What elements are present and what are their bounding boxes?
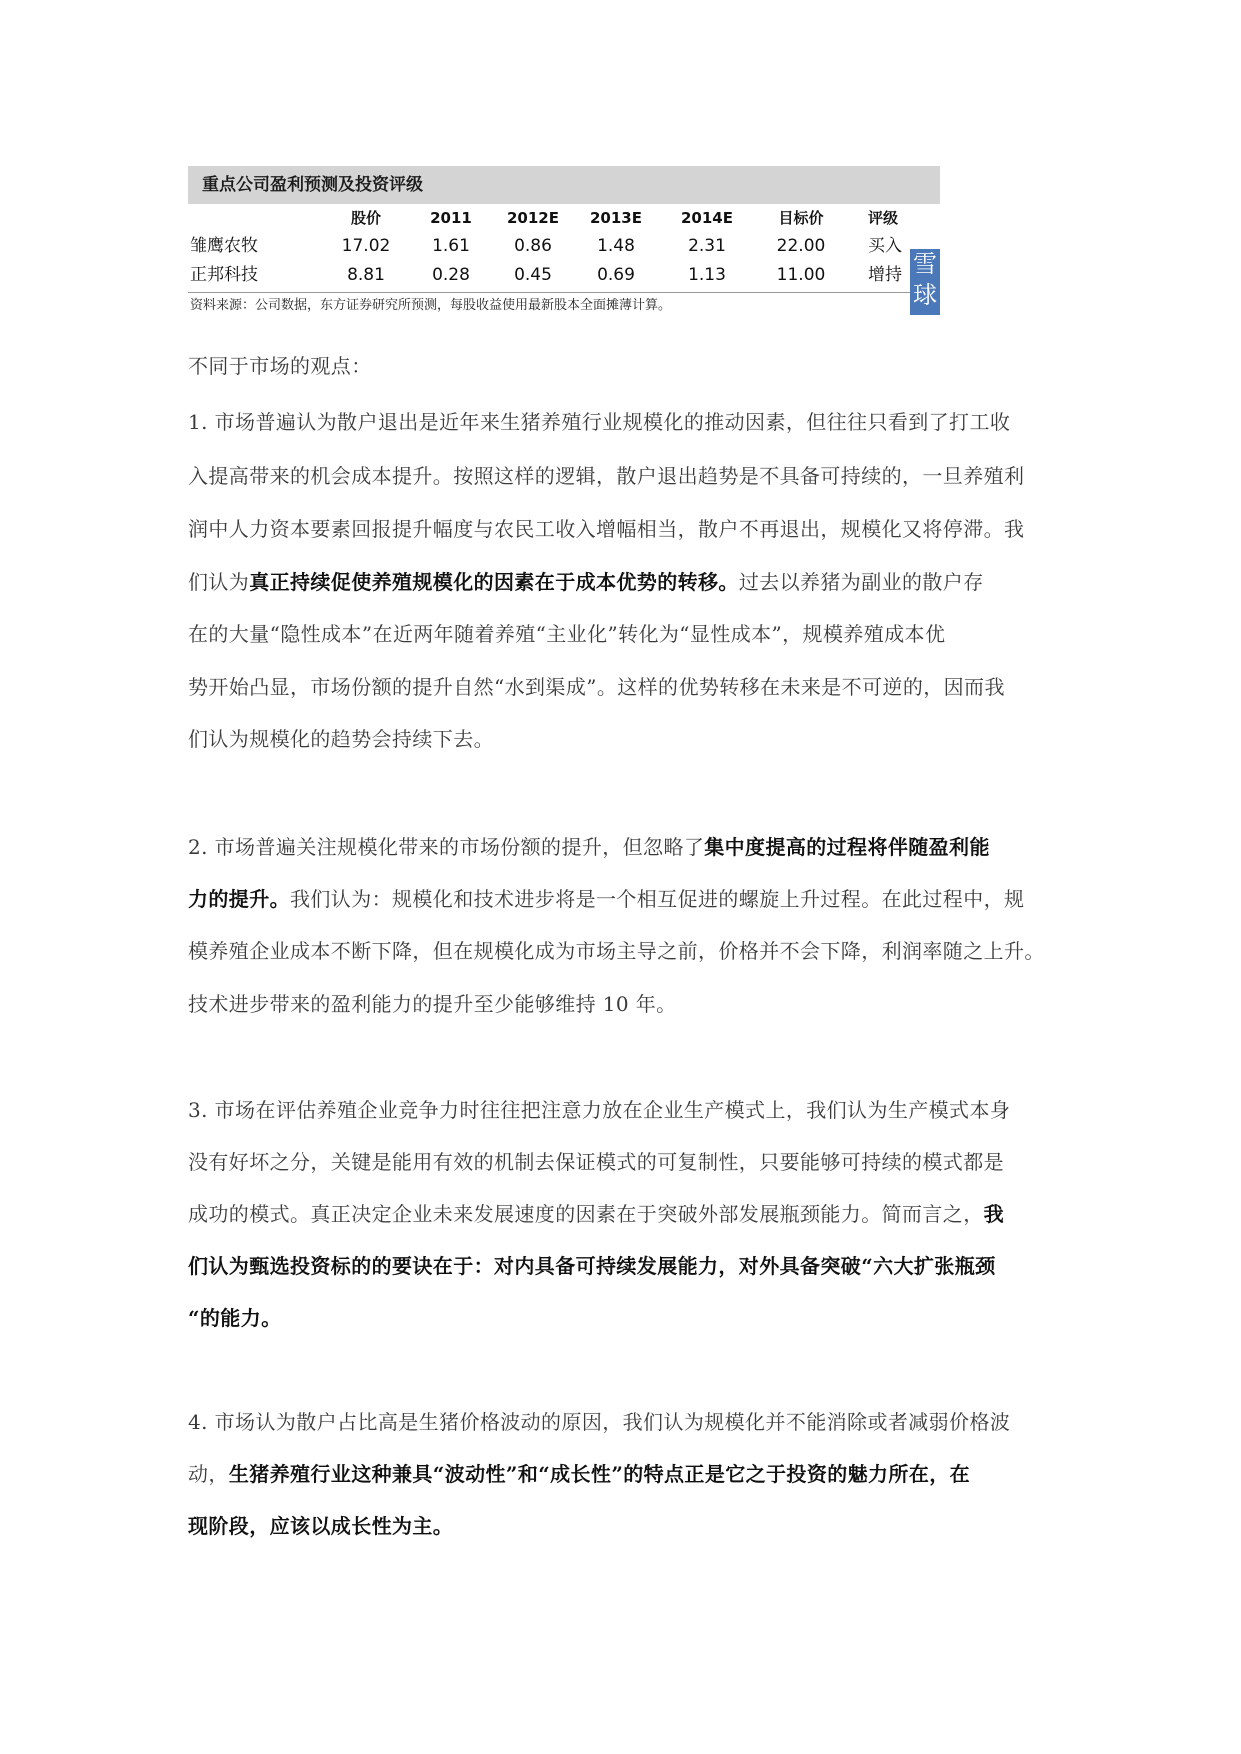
emphasis-text: 生猪养殖行业这种兼具“波动性”和“成长性”的特点正是它之于投资的魅力所在，在 (228, 1462, 971, 1486)
emphasis-text: 力的提升。 (188, 887, 290, 911)
text-run: 动， (188, 1462, 229, 1486)
emphasis-text: 真正持续促使养殖规模化的因素在于成本优势的转移。 (249, 570, 739, 594)
header-cell: 2013E (590, 209, 642, 227)
emphasis-text: 们认为甄选投资标的的要诀在于：对内具备可持续发展能力，对外具备突破“六大扩张瓶颈 (188, 1254, 996, 1278)
text-run: 没有好坏之分，关键是能用有效的机制去保证模式的可复制性，只要能够可持续的模式都是 (188, 1150, 1004, 1174)
text-run: 在的大量“隐性成本”在近两年随着养殖“主业化”转化为“显性成本”，规模养殖成本优 (188, 622, 946, 646)
body-line (188, 937, 1045, 965)
table-source-note: 资料来源：公司数据，东方证券研究所预测，每股收益使用最新股本全面摊薄计算。 (188, 292, 915, 319)
body-line (188, 1512, 453, 1540)
text-run: 我们认为：规模化和技术进步将是一个相互促进的螺旋上升过程。在此过程中，规 (290, 887, 1025, 911)
header-cell: 股价 (350, 209, 381, 227)
body-line (188, 408, 1010, 436)
text-run: 2. 市场普遍关注规模化带来的市场份额的提升，但忽略了 (188, 835, 705, 859)
body-line (188, 1096, 1010, 1124)
text-run: 势开始凸显，市场份额的提升自然“水到渠成”。这样的优势转移在未来是不可逆的，因而我 (188, 675, 1005, 699)
header-cell: 2012E (507, 209, 559, 227)
table-cell: 0.28 (432, 265, 470, 285)
text-run: 们认为规模化的趋势会持续下去。 (188, 727, 494, 751)
body-line (188, 990, 677, 1018)
emphasis-text: 集中度提高的过程将伴随盈利能 (704, 835, 990, 859)
header-cell: 目标价 (778, 209, 824, 227)
body-line (188, 568, 984, 596)
table-cell: 0.45 (514, 265, 552, 285)
emphasis-text: “的能力。 (188, 1306, 282, 1330)
text-run: 润中人力资本要素回报提升幅度与农民工收入增幅相当，散户不再退出，规模化又将停滞。我 (188, 517, 1025, 541)
table-cell: 0.69 (597, 265, 635, 285)
table-cell: 22.00 (776, 236, 826, 256)
text-run: 技术进步带来的盈利能力的提升至少能够维持 10 年。 (188, 992, 677, 1016)
body-line (188, 515, 1024, 543)
body-line (188, 885, 1024, 913)
header-cell: 2011 (430, 209, 472, 227)
header-cell: 2014E (681, 209, 733, 227)
text-run: 过去以养猪为副业的散户存 (738, 570, 984, 594)
table-cell: 11.00 (776, 265, 826, 285)
body-line (188, 725, 494, 753)
table-row (188, 232, 940, 261)
table-header-row (188, 204, 940, 232)
table-cell: 0.86 (514, 236, 552, 256)
body-line (188, 1148, 1004, 1176)
body-line (188, 1252, 996, 1280)
header-cell: 评级 (868, 209, 899, 227)
table-cell: 正邦科技 (190, 265, 258, 285)
body-line (188, 1200, 1004, 1228)
text-run: 3. 市场在评估养殖企业竞争力时往往把注意力放在企业生产模式上，我们认为生产模式本身 (188, 1098, 1011, 1122)
earnings-forecast-table (188, 166, 940, 324)
body-line (188, 1304, 282, 1332)
table-cell: 雏鹰农牧 (190, 236, 258, 256)
table-title: 重点公司盈利预测及投资评级 (188, 166, 940, 204)
body-line (188, 1408, 1010, 1436)
text-run: 们认为 (188, 570, 250, 594)
table-cell: 1.61 (432, 236, 470, 256)
body-line (188, 620, 945, 648)
text-run: 入提高带来的机会成本提升。按照这样的逻辑，散户退出趋势是不具备可持续的，一旦养殖利 (188, 464, 1025, 488)
table-cell: 17.02 (341, 236, 391, 256)
table-cell: 1.48 (597, 236, 635, 256)
text-run: 1. 市场普遍认为散户退出是近年来生猪养殖行业规模化的推动因素，但往往只看到了打工收 (188, 410, 1011, 434)
table-cell: 1.13 (688, 265, 726, 285)
text-run: 不同于市场的观点： (188, 354, 372, 378)
table-cell: 8.81 (347, 265, 385, 285)
table-cell: 增持 (868, 265, 902, 285)
emphasis-text: 现阶段，应该以成长性为主。 (188, 1514, 454, 1538)
xueqiu-watermark-logo: 雪球 (910, 249, 940, 315)
body-line (188, 1460, 970, 1488)
table-cell: 2.31 (688, 236, 726, 256)
emphasis-text: 我 (983, 1202, 1005, 1226)
body-line (188, 833, 990, 861)
table-cell: 买入 (868, 236, 902, 256)
body-line (188, 462, 1024, 490)
table-row (188, 261, 940, 290)
body-line (188, 352, 372, 380)
text-run: 成功的模式。真正决定企业未来发展速度的因素在于突破外部发展瓶颈能力。简而言之， (188, 1202, 984, 1226)
body-line (188, 673, 1005, 701)
text-run: 4. 市场认为散户占比高是生猪价格波动的原因，我们认为规模化并不能消除或者减弱价格波 (188, 1410, 1011, 1434)
text-run: 模养殖企业成本不断下降，但在规模化成为市场主导之前，价格并不会下降，利润率随之上升。 (188, 939, 1045, 963)
